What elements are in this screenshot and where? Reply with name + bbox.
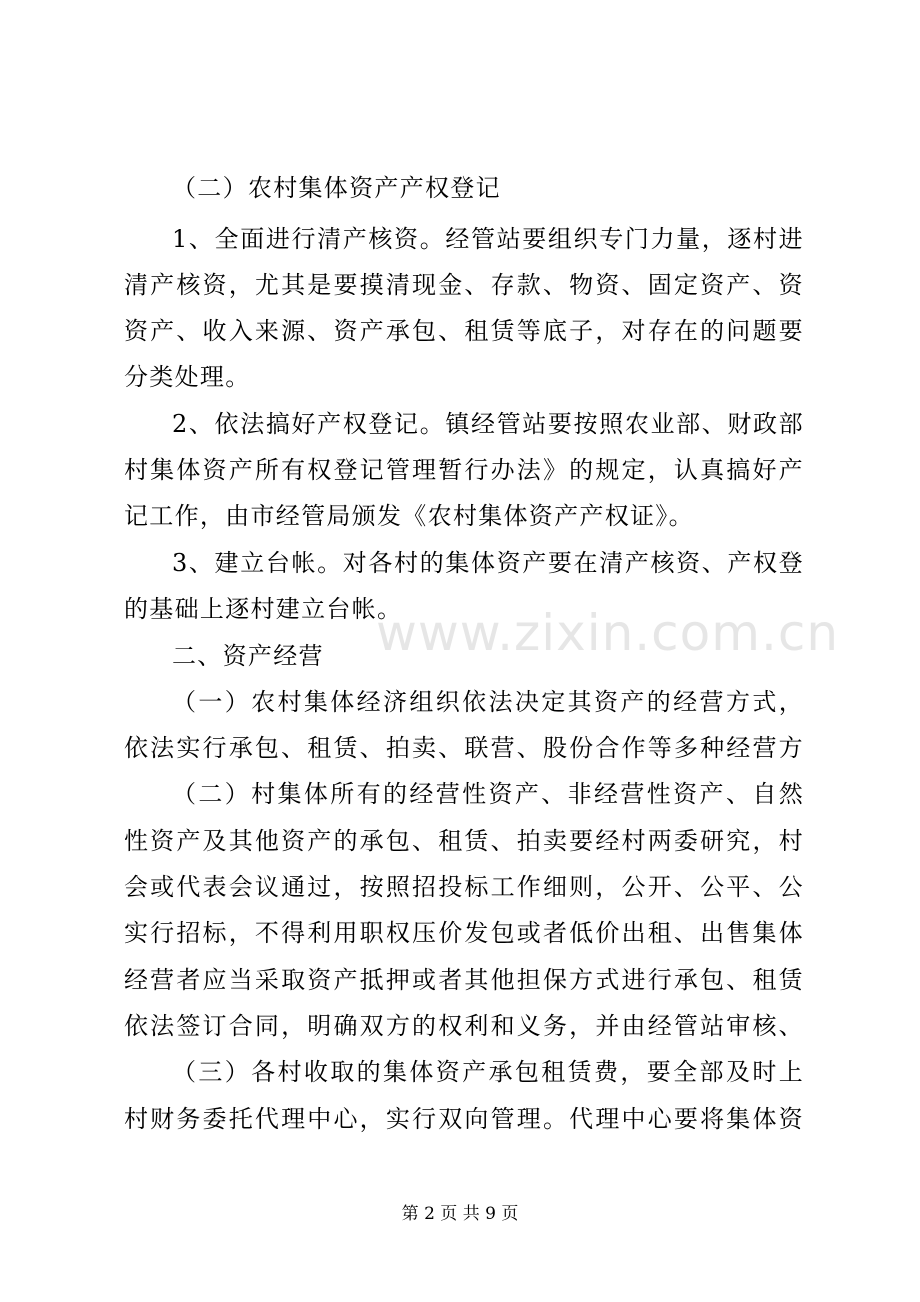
paragraph-line: 性资产及其他资产的承包、租赁、拍卖要经村两委研究，村 xyxy=(124,827,804,855)
paragraph-line: 2、依法搞好产权登记。镇经管站要按照农业部、财政部 xyxy=(172,410,804,438)
watermark: www.zixin.com.cn xyxy=(376,604,840,662)
paragraph-line: 1、全面进行清产核资。经管站要组织专门力量，逐村进 xyxy=(172,225,804,253)
paragraph-line: 分类处理。 xyxy=(124,363,251,391)
paragraph-line: 会或代表会议通过，按照招投标工作细则，公开、公平、公 xyxy=(124,873,804,901)
section-heading: 二、资产经营 xyxy=(172,642,324,670)
paragraph-line: 资产、收入来源、资产承包、租赁等底子，对存在的问题要 xyxy=(124,317,804,345)
section-heading: （二）农村集体资产产权登记 xyxy=(172,174,501,202)
paragraph-line: 依法签订合同，明确双方的权利和义务，并由经管站审核、 xyxy=(124,1012,804,1040)
paragraph-line: （一）农村集体经济组织依法决定其资产的经营方式， xyxy=(172,688,804,716)
paragraph-line: 村集体资产所有权登记管理暂行办法》的规定，认真搞好产 xyxy=(124,456,804,484)
paragraph-line: 3、建立台帐。对各村的集体资产要在清产核资、产权登 xyxy=(172,549,804,577)
paragraph-line: 经营者应当采取资产抵押或者其他担保方式进行承包、租赁 xyxy=(124,966,804,994)
paragraph-line: （二）村集体所有的经营性资产、非经营性资产、自然 xyxy=(172,780,804,808)
paragraph-line: 清产核资，尤其是要摸清现金、存款、物资、固定资产、资 xyxy=(124,271,804,299)
page-footer: 第 2 页 共 9 页 xyxy=(401,1204,519,1224)
paragraph-line: （三）各村收取的集体资产承包租赁费，要全部及时上 xyxy=(172,1058,804,1086)
paragraph-line: 村财务委托代理中心，实行双向管理。代理中心要将集体资 xyxy=(124,1105,804,1133)
paragraph-line: 依法实行承包、租赁、拍卖、联营、股份合作等多种经营方 xyxy=(124,734,804,762)
paragraph-line: 记工作，由市经管局颁发《农村集体资产产权证》。 xyxy=(124,502,694,530)
paragraph-line: 实行招标，不得利用职权压价发包或者低价出租、出售集体 xyxy=(124,919,804,947)
paragraph-line: 的基础上逐村建立台帐。 xyxy=(124,595,403,623)
